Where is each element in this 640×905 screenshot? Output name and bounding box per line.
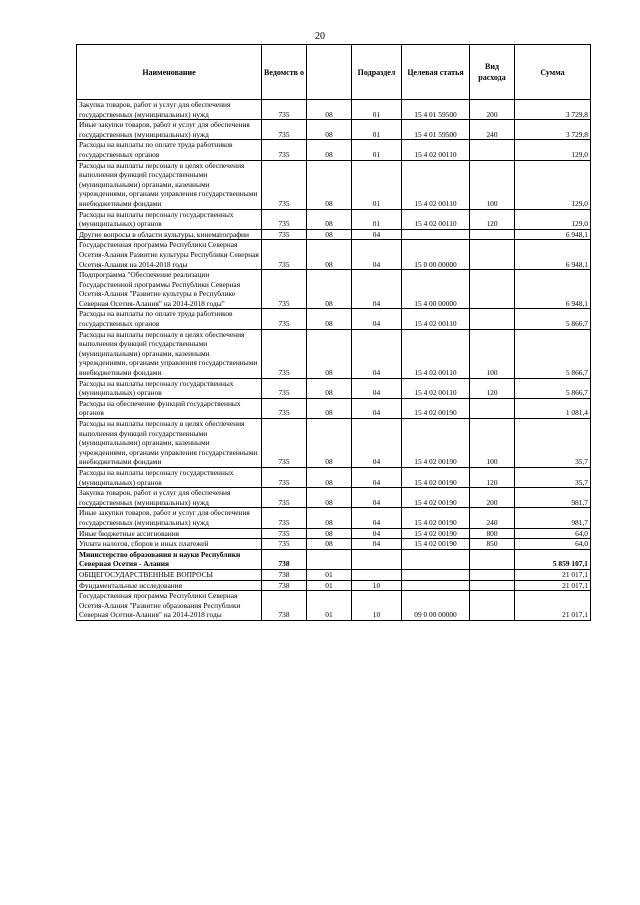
table-cell-section: 01 — [307, 580, 352, 591]
table-cell-sum: 129,0 — [515, 209, 591, 229]
table-row — [77, 329, 591, 378]
table-cell-sum: 981,7 — [515, 508, 591, 528]
table-cell-subsection: 10 — [352, 580, 402, 591]
table-cell-name: Закупка товаров, работ и услуг для обеспечения государственных (муниципальных) нужд — [77, 100, 262, 120]
table-cell-type: 100 — [470, 329, 515, 378]
table-cell-target: 15 4 02 00110 — [402, 378, 470, 398]
table-cell-name: Расходы на обеспечение функций государственных органов — [77, 398, 262, 418]
table-cell-target: 15 4 02 00110 — [402, 209, 470, 229]
table-cell-dept: 735 — [262, 140, 307, 160]
table-cell-target: 15 4 02 00190 — [402, 398, 470, 418]
table-cell-type — [470, 229, 515, 240]
table-cell-target: 15 4 02 00110 — [402, 140, 470, 160]
table-cell-dept: 735 — [262, 528, 307, 539]
table-cell-type: 100 — [470, 419, 515, 468]
table-cell-subsection: 04 — [352, 528, 402, 539]
table-cell-subsection: 04 — [352, 270, 402, 309]
table-cell-sum: 6 948,1 — [515, 229, 591, 240]
table-cell-name: Подпрограмма "Обеспечение реализации Государственной программы Республики Северная Осетия-Алания "Развитие культуры в Республике Северная Осетия-Алания" на 2014-2018 годы" — [77, 270, 262, 309]
table-cell-target: 15 4 02 00190 — [402, 419, 470, 468]
table-cell-target: 15 0 00 00000 — [402, 240, 470, 270]
table-cell-type: 240 — [470, 508, 515, 528]
table-cell-subsection: 01 — [352, 120, 402, 140]
table-cell-section: 08 — [307, 528, 352, 539]
table-cell-target: 15 4 02 00190 — [402, 467, 470, 487]
table-cell-type — [470, 270, 515, 309]
table-cell-name: Государственная программа Республики Северная Осетия-Алания Развитие культуры Республики Северная Осетия-Алания на 2014-2018 годы — [77, 240, 262, 270]
table-cell-name: Расходы на выплаты персоналу в целях обеспечения выполнения функций государственными (муниципальными) органами, казенными учреждениями, органами управления государственными внебюджетными фондами — [77, 419, 262, 468]
table-cell-section: 08 — [307, 467, 352, 487]
table-cell-subsection: 01 — [352, 160, 402, 209]
table-cell-sum: 35,7 — [515, 419, 591, 468]
table-row — [77, 549, 591, 569]
header-subsection: Подраздел — [352, 45, 402, 100]
table-cell-target: 15 4 01 59500 — [402, 100, 470, 120]
table-cell-dept: 735 — [262, 309, 307, 329]
table-cell-target — [402, 229, 470, 240]
table-cell-target: 15 4 02 00190 — [402, 528, 470, 539]
table-cell-section: 08 — [307, 209, 352, 229]
table-cell-type: 120 — [470, 378, 515, 398]
table-cell-name: ОБЩЕГОСУДАРСТВЕННЫЕ ВОПРОСЫ — [77, 569, 262, 580]
budget-table — [76, 44, 591, 621]
table-row — [77, 229, 591, 240]
table-cell-dept: 738 — [262, 569, 307, 580]
table-cell-name: Иные закупки товаров, работ и услуг для обеспечения государственных (муниципальных) нужд — [77, 508, 262, 528]
table-cell-subsection: 04 — [352, 329, 402, 378]
table-cell-target — [402, 580, 470, 591]
header-target: Целевая статья — [402, 45, 470, 100]
table-row — [77, 528, 591, 539]
table-cell-subsection: 04 — [352, 398, 402, 418]
table-row — [77, 419, 591, 468]
table-cell-subsection: 04 — [352, 539, 402, 550]
table-row — [77, 539, 591, 550]
table-row — [77, 209, 591, 229]
table-cell-target: 15 4 02 00110 — [402, 329, 470, 378]
table-cell-sum: 981,7 — [515, 488, 591, 508]
table-cell-section: 08 — [307, 120, 352, 140]
table-row — [77, 398, 591, 418]
table-cell-sum: 5 866,7 — [515, 309, 591, 329]
table-cell-name: Другие вопросы в области культуры, кинематографии — [77, 229, 262, 240]
table-cell-name: Иные закупки товаров, работ и услуг для обеспечения государственных (муниципальных) нужд — [77, 120, 262, 140]
table-row — [77, 120, 591, 140]
table-cell-target: 15 4 02 00190 — [402, 539, 470, 550]
table-cell-section: 08 — [307, 508, 352, 528]
table-cell-section: 08 — [307, 329, 352, 378]
table-cell-section: 08 — [307, 309, 352, 329]
table-cell-sum: 5 866,7 — [515, 329, 591, 378]
table-cell-sum: 21 017,1 — [515, 580, 591, 591]
table-cell-subsection: 04 — [352, 467, 402, 487]
table-cell-type: 240 — [470, 120, 515, 140]
table-cell-section: 08 — [307, 140, 352, 160]
table-cell-sum: 3 729,8 — [515, 120, 591, 140]
table-row — [77, 270, 591, 309]
table-cell-dept: 735 — [262, 229, 307, 240]
table-row — [77, 309, 591, 329]
table-cell-subsection: 04 — [352, 419, 402, 468]
table-cell-dept: 735 — [262, 160, 307, 209]
table-cell-sum: 64,0 — [515, 528, 591, 539]
table-cell-section: 08 — [307, 100, 352, 120]
table-cell-name: Расходы на выплаты по оплате труда работников государственных органов — [77, 140, 262, 160]
table-cell-type — [470, 240, 515, 270]
table-cell-target: 09 0 00 00000 — [402, 591, 470, 621]
table-cell-subsection: 01 — [352, 140, 402, 160]
table-cell-sum: 5 866,7 — [515, 378, 591, 398]
table-cell-target — [402, 549, 470, 569]
table-cell-type: 120 — [470, 467, 515, 487]
table-cell-sum: 5 859 107,1 — [515, 549, 591, 569]
table-cell-name: Закупка товаров, работ и услуг для обеспечения государственных (муниципальных) нужд — [77, 488, 262, 508]
table-cell-section: 08 — [307, 419, 352, 468]
table-cell-name: Уплата налогов, сборов и иных платежей — [77, 539, 262, 550]
table-cell-dept: 735 — [262, 209, 307, 229]
table-cell-type — [470, 569, 515, 580]
table-cell-sum: 6 948,1 — [515, 240, 591, 270]
table-cell-subsection: 04 — [352, 229, 402, 240]
table-cell-sum: 64,0 — [515, 539, 591, 550]
table-cell-dept: 735 — [262, 100, 307, 120]
table-header-row — [77, 45, 591, 100]
table-cell-type — [470, 309, 515, 329]
table-cell-subsection: 04 — [352, 378, 402, 398]
table-cell-type — [470, 580, 515, 591]
table-cell-target: 15 4 00 00000 — [402, 270, 470, 309]
page-number: 20 — [315, 31, 325, 42]
table-row — [77, 378, 591, 398]
table-cell-subsection: 01 — [352, 209, 402, 229]
table-row — [77, 508, 591, 528]
table-cell-subsection: 04 — [352, 240, 402, 270]
table-cell-type: 100 — [470, 160, 515, 209]
table-cell-subsection: 01 — [352, 100, 402, 120]
table-cell-name: Иные бюджетные ассигнования — [77, 528, 262, 539]
table-cell-section: 08 — [307, 398, 352, 418]
table-cell-type — [470, 549, 515, 569]
table-cell-name: Расходы на выплаты по оплате труда работников государственных органов — [77, 309, 262, 329]
table-cell-section: 01 — [307, 569, 352, 580]
table-cell-name: Расходы на выплаты персоналу государственных (муниципальных) органов — [77, 209, 262, 229]
table-cell-dept: 735 — [262, 467, 307, 487]
table-cell-section: 08 — [307, 240, 352, 270]
table-cell-dept: 738 — [262, 591, 307, 621]
table-cell-section — [307, 549, 352, 569]
table-cell-target: 15 4 02 00190 — [402, 508, 470, 528]
table-cell-type: 800 — [470, 528, 515, 539]
table-cell-subsection: 10 — [352, 591, 402, 621]
table-cell-subsection: 04 — [352, 309, 402, 329]
table-row — [77, 240, 591, 270]
header-type: Вид расхода — [470, 45, 515, 100]
table-cell-type: 120 — [470, 209, 515, 229]
table-cell-sum: 35,7 — [515, 467, 591, 487]
table-cell-type — [470, 591, 515, 621]
table-cell-subsection: 04 — [352, 488, 402, 508]
table-cell-sum: 129,0 — [515, 140, 591, 160]
table-cell-name: Фундаментальные исследования — [77, 580, 262, 591]
table-cell-section: 08 — [307, 539, 352, 550]
table-cell-dept: 738 — [262, 549, 307, 569]
table-cell-section: 01 — [307, 591, 352, 621]
table-cell-dept: 735 — [262, 419, 307, 468]
table-cell-dept: 735 — [262, 398, 307, 418]
table-cell-dept: 735 — [262, 270, 307, 309]
table-cell-name: Расходы на выплаты персоналу в целях обеспечения выполнения функций государственными (муниципальными) органами, казенными учреждениями, органами управления государственными внебюджетными фондами — [77, 160, 262, 209]
table-cell-sum: 21 017,1 — [515, 591, 591, 621]
table-row — [77, 140, 591, 160]
table-cell-type: 200 — [470, 100, 515, 120]
table-cell-target: 15 4 02 00110 — [402, 160, 470, 209]
table-cell-type — [470, 398, 515, 418]
table-row — [77, 488, 591, 508]
table-cell-section: 08 — [307, 488, 352, 508]
table-cell-target — [402, 569, 470, 580]
table-cell-target: 15 4 01 59500 — [402, 120, 470, 140]
table-cell-section: 08 — [307, 229, 352, 240]
table-cell-type: 200 — [470, 488, 515, 508]
table-cell-name: Министерство образования и науки Республики Северная Осетия - Алания — [77, 549, 262, 569]
table-cell-type: 850 — [470, 539, 515, 550]
table-cell-section: 08 — [307, 270, 352, 309]
table-cell-dept: 735 — [262, 120, 307, 140]
table-cell-dept: 738 — [262, 580, 307, 591]
table-cell-dept: 735 — [262, 539, 307, 550]
table-cell-subsection: 04 — [352, 508, 402, 528]
table-row — [77, 569, 591, 580]
table-cell-target: 15 4 02 00190 — [402, 488, 470, 508]
table-cell-name: Расходы на выплаты персоналу государственных (муниципальных) органов — [77, 467, 262, 487]
header-name: Наименование — [77, 45, 262, 100]
table-cell-name: Расходы на выплаты персоналу в целях обеспечения выполнения функций государственными (муниципальными) органами, казенными учреждениями, органами управления государственными внебюджетными фондами — [77, 329, 262, 378]
table-cell-name: Расходы на выплаты персоналу государственных (муниципальных) органов — [77, 378, 262, 398]
header-sum: Сумма — [515, 45, 591, 100]
table-cell-dept: 735 — [262, 508, 307, 528]
table-cell-name: Государственная программа Республики Северная Осетия-Алания "Развитие образования Республики Северная Осетия-Алания" на 2014-2018 годы — [77, 591, 262, 621]
table-cell-target: 15 4 02 00110 — [402, 309, 470, 329]
header-dept: Ведомств о — [262, 45, 307, 100]
table-cell-subsection — [352, 549, 402, 569]
table-cell-sum: 129,0 — [515, 160, 591, 209]
table-row — [77, 467, 591, 487]
table-cell-dept: 735 — [262, 488, 307, 508]
table-cell-sum: 6 948,1 — [515, 270, 591, 309]
table-cell-dept: 735 — [262, 240, 307, 270]
table-row — [77, 580, 591, 591]
header-section — [307, 45, 352, 100]
table-cell-type — [470, 140, 515, 160]
table-cell-sum: 1 081,4 — [515, 398, 591, 418]
table-cell-sum: 21 017,1 — [515, 569, 591, 580]
table-row — [77, 100, 591, 120]
table-row — [77, 591, 591, 621]
table-cell-section: 08 — [307, 378, 352, 398]
table-row — [77, 160, 591, 209]
table-cell-dept: 735 — [262, 329, 307, 378]
table-cell-dept: 735 — [262, 378, 307, 398]
table-cell-subsection — [352, 569, 402, 580]
table-cell-sum: 3 729,8 — [515, 100, 591, 120]
table-cell-section: 08 — [307, 160, 352, 209]
